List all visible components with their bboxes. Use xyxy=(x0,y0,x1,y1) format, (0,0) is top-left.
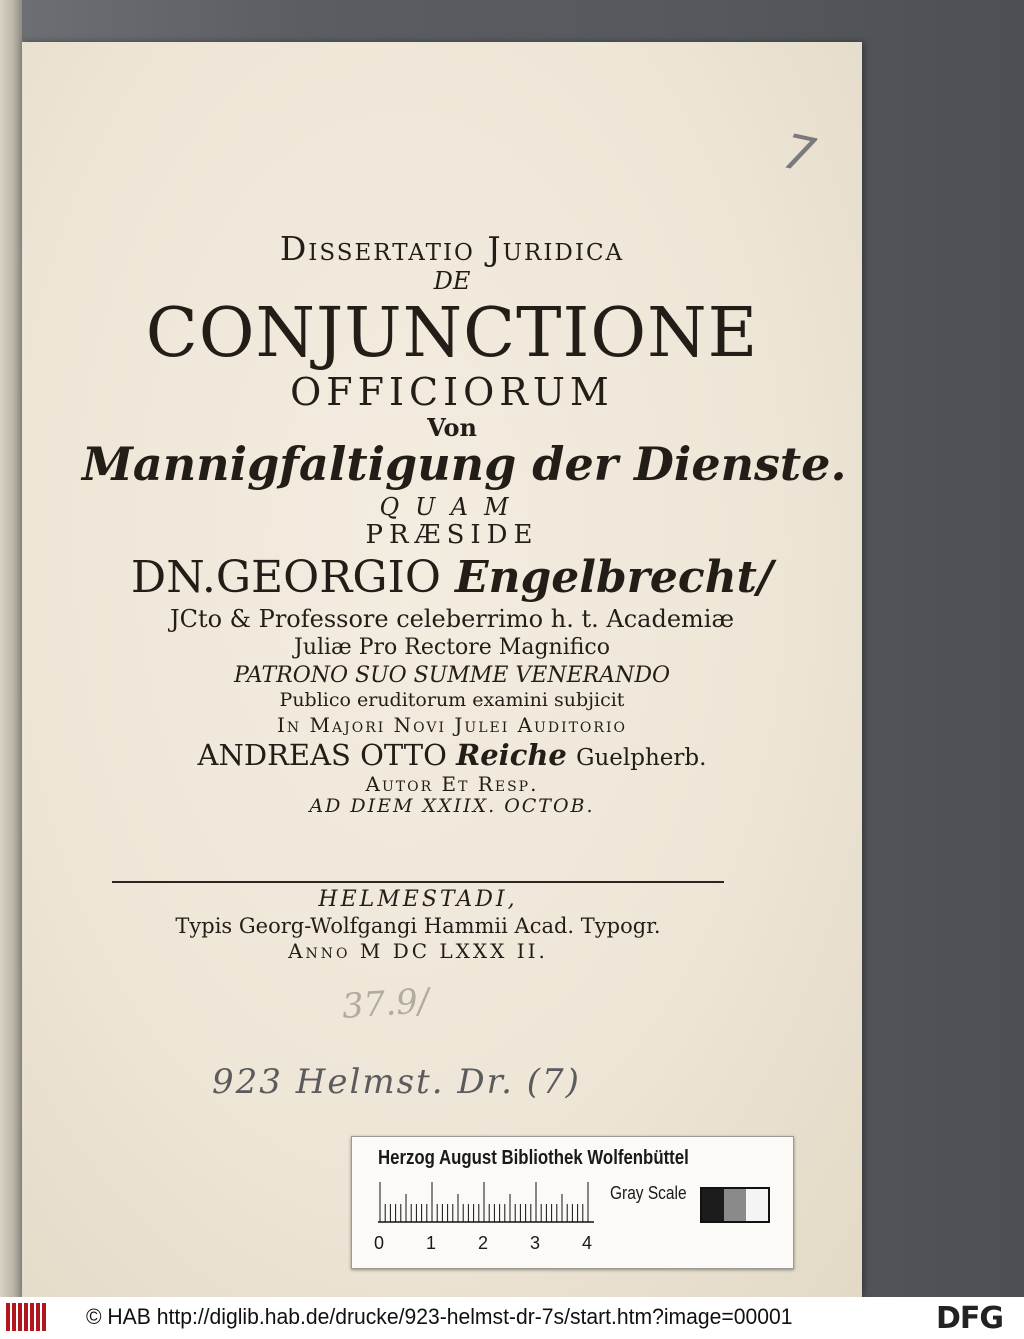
imprint-divider xyxy=(112,881,724,883)
imprint-block xyxy=(112,888,724,962)
respondent-firstname: ANDREAS OTTO xyxy=(197,737,447,772)
ruler-number: 3 xyxy=(530,1233,541,1253)
title-line-patrono: PATRONO SUO SUMME VENERANDO xyxy=(233,662,670,688)
title-page xyxy=(22,42,862,1297)
title-block xyxy=(82,229,847,818)
title-line-von: Von xyxy=(427,413,477,443)
adjacent-leaf-edge xyxy=(0,0,22,1297)
library-color-card xyxy=(351,1136,794,1269)
gray-patch-light xyxy=(746,1189,768,1221)
ruler-scale-icon xyxy=(378,1179,594,1223)
title-line-german: Mannigfaltigung der Dienste. xyxy=(82,437,847,492)
pencil-page-number: 7 xyxy=(778,123,821,185)
title-line-respondent xyxy=(82,737,822,772)
hab-logo-icon xyxy=(6,1303,48,1331)
imprint-printer: Typis Georg-Wolfgangi Hammii Acad. Typogr. xyxy=(175,914,661,939)
praeses-surname: Engelbrecht/ xyxy=(454,552,774,604)
ruler-numbers xyxy=(374,1233,614,1257)
footer-copyright-link[interactable]: © HAB http://diglib.hab.de/drucke/923-helmst-dr-7s/start.htm?image=00001 xyxy=(86,1304,793,1329)
library-card-title: Herzog August Bibliothek Wolfenbüttel xyxy=(378,1147,689,1169)
footer-bar xyxy=(0,1297,1024,1339)
ruler-number: 4 xyxy=(582,1233,593,1253)
title-line-praeses-name xyxy=(82,552,822,604)
ruler-number: 2 xyxy=(478,1233,489,1253)
imprint-year: Anno M DC LXXX II. xyxy=(288,939,548,964)
respondent-surname: Reiche xyxy=(456,737,567,772)
title-line-date: AD DIEM XXIIX. OCTOB. xyxy=(309,795,595,818)
shelfmark-annotation: 923 Helmst. Dr. (7) xyxy=(212,1062,581,1102)
title-line-praeside: PRÆSIDE xyxy=(365,519,539,550)
gray-scale-patches xyxy=(700,1187,770,1223)
gray-scale-label: Gray Scale xyxy=(610,1183,687,1203)
title-line-publico: Publico eruditorum examini subjicit xyxy=(279,688,625,711)
pencil-annotation: 37.9/ xyxy=(340,981,431,1027)
title-line-jcto: JCto & Professore celeberrimo h. t. Academiæ xyxy=(169,605,735,634)
title-line-de: DE xyxy=(433,266,471,295)
praeses-firstname: DN.GEORGIO xyxy=(130,552,441,604)
title-line-conjunctione: CONJUNCTIONE xyxy=(145,293,759,373)
dfg-logo: DFG xyxy=(936,1301,1004,1336)
ruler-number: 1 xyxy=(426,1233,437,1253)
gray-patch-mid xyxy=(724,1189,746,1221)
title-line-quam: QUAM xyxy=(379,492,525,521)
title-line-auditorio: In Majori Novi Julei Auditorio xyxy=(277,712,627,737)
ruler-number: 0 xyxy=(374,1233,385,1253)
title-line-autor: Autor Et Resp. xyxy=(365,772,539,797)
gray-patch-dark xyxy=(702,1189,724,1221)
imprint-place: HELMESTADI, xyxy=(318,887,518,912)
title-line-officiorum: OFFICIORUM xyxy=(290,370,614,415)
title-line-dissertatio: Dissertatio Juridica xyxy=(279,229,625,268)
title-line-juliae: Juliæ Pro Rectore Magnifico xyxy=(294,635,610,661)
respondent-origin: Guelpherb. xyxy=(576,744,707,771)
